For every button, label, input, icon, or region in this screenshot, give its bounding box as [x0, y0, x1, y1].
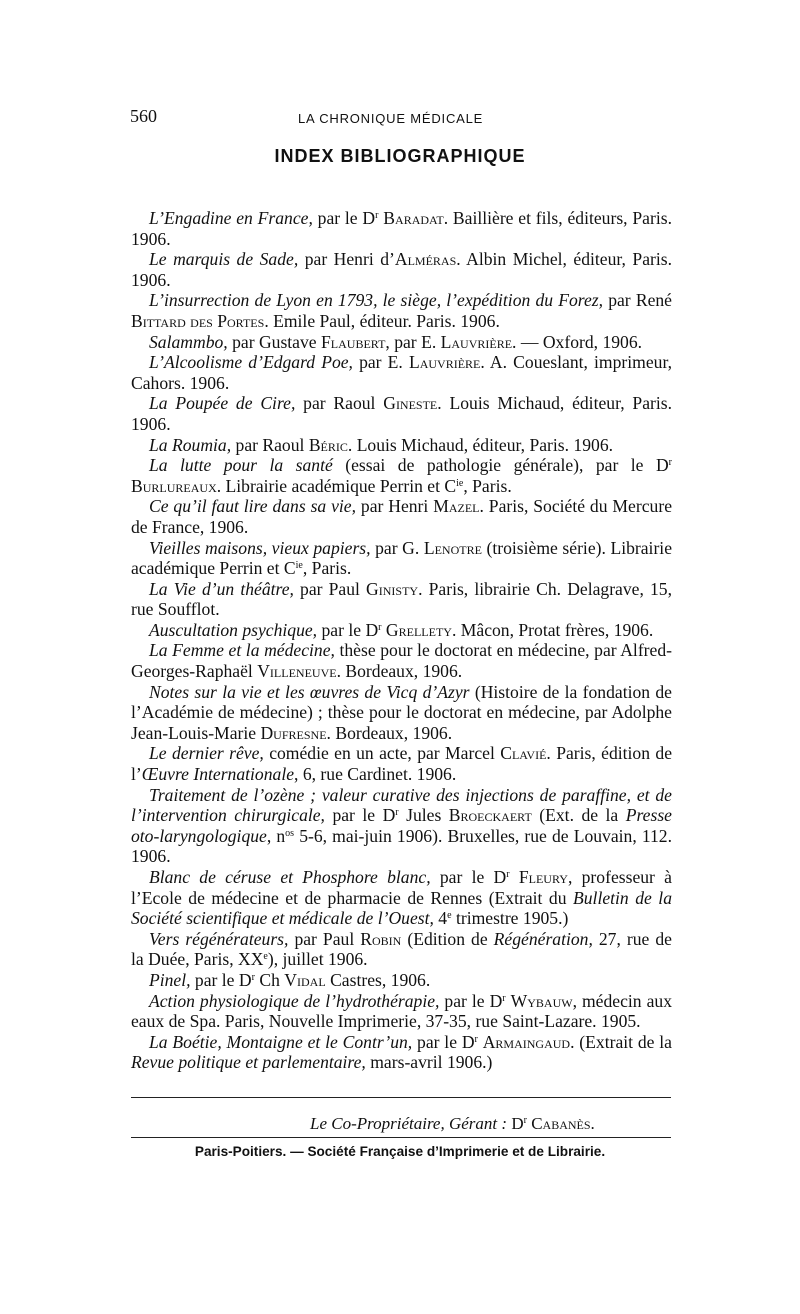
bibliography-entry: [131, 208, 672, 249]
entry-title: Auscultation psychique,: [149, 619, 318, 640]
entry-title: La Vie d’un théâtre,: [149, 578, 294, 599]
page-number: 560: [130, 106, 157, 126]
entry-title: La Roumia,: [149, 434, 232, 455]
entry-title: L’Alcoolisme d’Edgard Poe,: [149, 352, 353, 373]
bibliography-entry: [131, 455, 672, 496]
bibliography-entry: [131, 249, 672, 290]
bibliography-list: [131, 208, 672, 1073]
bibliography-entry: [131, 682, 672, 744]
bibliography-entry: [131, 496, 672, 537]
entry-title: Vieilles maisons, vieux papiers,: [149, 537, 371, 558]
entry-title: Traitement de l’ozène ; valeur curative des injections de paraffine, et de l’intervention chirurgicale,: [131, 784, 672, 826]
entry-details: thèse pour le doctorat en médecine, par Alfred-Georges-Raphaël Villeneuve. Bordeaux, 1906.: [131, 640, 672, 682]
running-header: [0, 106, 800, 130]
entry-details: par E. Lauvrière. A. Coueslant, imprimeur, Cahors. 1906.: [131, 352, 673, 393]
bibliography-entry: [131, 743, 672, 784]
entry-title: Blanc de céruse et Phosphore blanc,: [149, 867, 431, 887]
signature-line: [310, 1114, 595, 1134]
entry-title: Salammbo,: [149, 331, 228, 352]
entry-title: La Boétie, Montaigne et le Contr’un,: [149, 1031, 413, 1052]
top-divider: [131, 1097, 671, 1098]
entry-title: La lutte pour la santé: [149, 455, 333, 476]
entry-details: par le $D^r$ Jules Broeckaert (Ext. de la Presse oto-laryngologique, $n^{os}$ 5-6, mai-juin 1906). Bruxelles, rue de Louvain, 112. 1906.: [131, 805, 672, 867]
entry-title: La Poupée de Cire,: [149, 393, 296, 414]
bibliography-entry: [131, 929, 672, 970]
bibliography-entry: [131, 620, 672, 641]
entry-details: par le $D^r$ Armaingaud. (Extrait de la Revue politique et parlementaire, mars-avril 1906.): [131, 1031, 672, 1073]
entry-details: par G. Lenotre (troisième série). Librairie académique Perrin et $C^{ie}$, Paris.: [131, 537, 673, 579]
entry-details: par René Bittard des Portes. Emile Paul, éditeur. Paris. 1906.: [131, 290, 672, 331]
bibliography-entry: [131, 538, 672, 579]
entry-title: Le marquis de Sade,: [149, 249, 299, 270]
bibliography-entry: [131, 290, 672, 331]
entry-details: par Raoul Gineste. Louis Michaud, éditeur, Paris. 1906.: [131, 393, 672, 434]
bibliography-entry: [131, 1032, 672, 1073]
entry-details: comédie en un acte, par Marcel Clavié. Paris, édition de l’Œuvre Internationale, 6, rue Cardinet. 1906.: [131, 743, 673, 785]
bibliography-entry: [131, 640, 672, 681]
bibliography-entry: [131, 352, 672, 393]
entry-title: La Femme et la médecine,: [149, 640, 335, 661]
entry-details: par le $D^r$ Ch Vidal Castres, 1906.: [190, 969, 431, 990]
bottom-divider: [131, 1137, 671, 1138]
entry-title: Ce qu’il faut lire dans sa vie,: [149, 496, 357, 517]
bibliography-entry: [131, 332, 672, 353]
bibliography-entry: [131, 991, 672, 1032]
entry-details: (essai de pathologie générale), par le $D^r$ Burlureaux. Librairie académique Perrin et $C^{ie}$, Paris.: [131, 455, 673, 496]
entry-title: Le dernier rêve,: [149, 743, 264, 764]
bibliography-entry: [131, 785, 672, 867]
signature-name: $D^r$ Cabanès.: [507, 1114, 595, 1133]
index-title: INDEX BIBLIOGRAPHIQUE: [274, 146, 526, 166]
entry-details: par le $D^r$ Fleury, professeur à l’Ecole de médecine et de pharmacie de Rennes (Extrait du Bulletin de la Société scientifique et médicale de l’Ouest, 4e trimestre 1905.): [131, 867, 672, 929]
entry-title: L’insurrection de Lyon en 1793, le siège, l’expédition du Forez,: [149, 290, 604, 311]
entry-details: (Histoire de la fondation de l’Académie de médecine) ; thèse pour le doctorat en médecine, par Adolphe Jean-Louis-Marie Dufresne. Bordeaux, 1906.: [131, 681, 672, 743]
entry-title: L’Engadine en France,: [149, 208, 313, 228]
entry-details: par le $D^r$ Baradat. Baillière et fils, éditeurs, Paris. 1906.: [131, 208, 672, 249]
entry-details: par Paul Ginisty. Paris, librairie Ch. Delagrave, 15, rue Soufflot.: [131, 578, 672, 620]
bibliography-entry: [131, 579, 672, 620]
printer-footer: Paris-Poitiers. — Société Française d’Imprimerie et de Librairie.: [194, 1144, 606, 1159]
entry-details: par le $D^r$ Grellety. Mâcon, Protat frères, 1906.: [317, 619, 654, 640]
bibliography-entry: [131, 393, 672, 434]
entry-title: Vers régénérateurs,: [149, 928, 289, 949]
signature-label: Le Co-Propriétaire, Gérant :: [310, 1114, 508, 1133]
entry-details: par Raoul Béric. Louis Michaud, éditeur, Paris. 1906.: [231, 434, 614, 455]
bibliography-entry: [131, 867, 672, 929]
entry-details: par Henri Mazel. Paris, Société du Mercure de France, 1906.: [131, 496, 672, 537]
entry-title: Pinel,: [149, 969, 191, 990]
entry-details: par Henri d’Alméras. Albin Michel, éditeur, Paris. 1906.: [131, 249, 672, 290]
entry-details: par le $D^r$ Wybauw, médecin aux eaux de Spa. Paris, Nouvelle Imprimerie, 37-35, rue Saint-Lazare. 1905.: [131, 990, 672, 1032]
bibliography-entry: [131, 970, 672, 991]
entry-title: Action physiologique de l’hydrothérapie,: [149, 990, 440, 1011]
entry-title: Notes sur la vie et les œuvres de Vicq d’Azyr: [149, 681, 470, 702]
entry-details: par Gustave Flaubert, par E. Lauvrière. — Oxford, 1906.: [227, 331, 643, 352]
bibliography-entry: [131, 435, 672, 456]
running-title: LA CHRONIQUE MÉDICALE: [298, 111, 484, 126]
entry-details: par Paul Robin (Edition de Régénération, 27, rue de la Duée, Paris, XXe), juillet 1906.: [131, 928, 672, 970]
